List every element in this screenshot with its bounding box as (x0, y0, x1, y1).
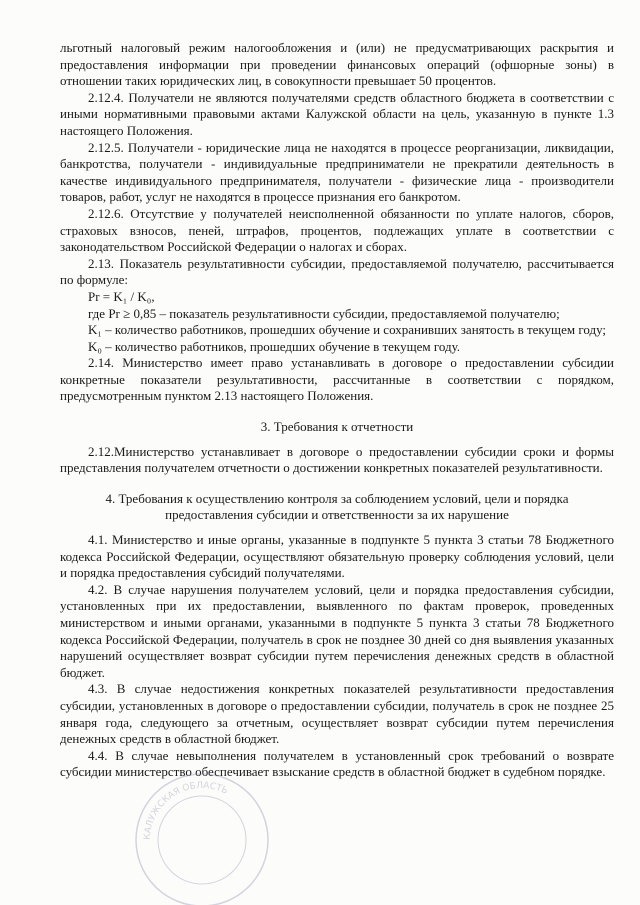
paragraph-2-12-5: 2.12.5. Получатели - юридические лица не находятся в процессе реорганизации, ликвидации, банкротства, получатели - индивидуальные предприниматели не прекратили деятельность в качестве индивидуального предпринимателя, получатели - физические лица - производители товаров, работ, услуг не находятся в процессе признания его банкротом. (60, 139, 614, 205)
paragraph-2-12-4: 2.12.4. Получатели не являются получателями средств областного бюджета в соответствии с иными нормативными правовыми актами Калужской области на цель, указанную в пункте 1.3 настоящего Положения. (60, 89, 614, 138)
section-3-heading (60, 419, 614, 436)
section-4-heading (60, 491, 614, 524)
formula: Pr = K₁ / K₀, (88, 288, 155, 304)
paragraph-2-13: 2.13. Показатель результативности субсидии, предоставляемой получателю, рассчитывается по формуле: (60, 255, 614, 288)
paragraph-4-3: 4.3. В случае недостижения конкретных показателей результативности предоставления субсидии, установленных в договоре о предоставлении субсидии, получатель в срок не позднее 25 января года, следующего за отчетным, осуществляет возврат субсидии путем перечисления денежных средств в областной бюджет. (60, 681, 614, 747)
section-4-title-line2: предоставления субсидии и ответственности за их нарушение (165, 507, 509, 523)
section-3-title: 3. Требования к отчетности (260, 419, 414, 435)
paragraph-4-1: 4.1. Министерство и иные органы, указанные в подпункте 5 пункта 3 статьи 78 Бюджетного кодекса Российской Федерации, осуществляют обязательную проверку соблюдения условий, цели и порядка предоставления субсидий получателями. (60, 532, 614, 581)
document-body (60, 40, 614, 781)
paragraph-2-14: 2.14. Министерство имеет право устанавливать в договоре о предоставлении субсидии конкретные показатели результативности, рассчитанные в соответствии с порядком, предусмотренным пунктом 2.13 настоящего Положения. (60, 355, 614, 404)
paragraph-2-12-6: 2.12.6. Отсутствие у получателей неисполненной обязанности по уплате налогов, сборов, страховых взносов, пеней, штрафов, процентов, подлежащих уплате в соответствии с законодательством Российской Федерации о налогах и сборах. (60, 205, 614, 255)
paragraph-4-2: 4.2. В случае нарушения получателем условий, цели и порядка предоставления субсидии, установленных при их предоставлении, выявленного по фактам проверок, проведенных министерством и иными органами, указанными в подпункте 5 пункта 3 статьи 78 Бюджетного кодекса Российской Федерации, получатель в срок не позднее 30 дней со дня выявления указанных нарушений осуществляет возврат субсидии путем перечисления денежных средств в областной бюджет. (60, 581, 614, 680)
stamp-text: КАЛУЖСКАЯ ОБЛАСТЬ (142, 780, 230, 841)
formula-definition-pr: где Pr ≥ 0,85 – показатель результативности субсидии, предоставляемой получателю; (88, 305, 560, 321)
formula-definition-k0: K₀ – количество работников, прошедших обучение в текущем году. (88, 338, 461, 354)
paragraph-continuation: льготный налоговый режим налогообложения и (или) не предусматривающих раскрытия и предоставления информации при проведении финансовых операций (офшорные зоны) в отношении таких юридических лиц, в совокупности превышает 50 процентов. (60, 40, 614, 89)
official-stamp (132, 770, 272, 905)
paragraph-section3-1: 2.12.Министерство устанавливает в договоре о предоставлении субсидии сроки и формы представления получателем отчетности о достижении конкретных показателей результативности. (60, 443, 614, 476)
formula-definition-k1: K₁ – количество работников, прошедших обучение и сохранивших занятость в текущем году; (88, 322, 607, 338)
section-4-title-line1: 4. Требования к осуществлению контроля за соблюдением условий, цели и порядка (105, 490, 569, 506)
paragraph-4-4: 4.4. В случае невыполнения получателем в установленный срок требований о возврате субсидии министерство обеспечивает взыскание средств в областной бюджет в судебном порядке. (60, 747, 614, 780)
